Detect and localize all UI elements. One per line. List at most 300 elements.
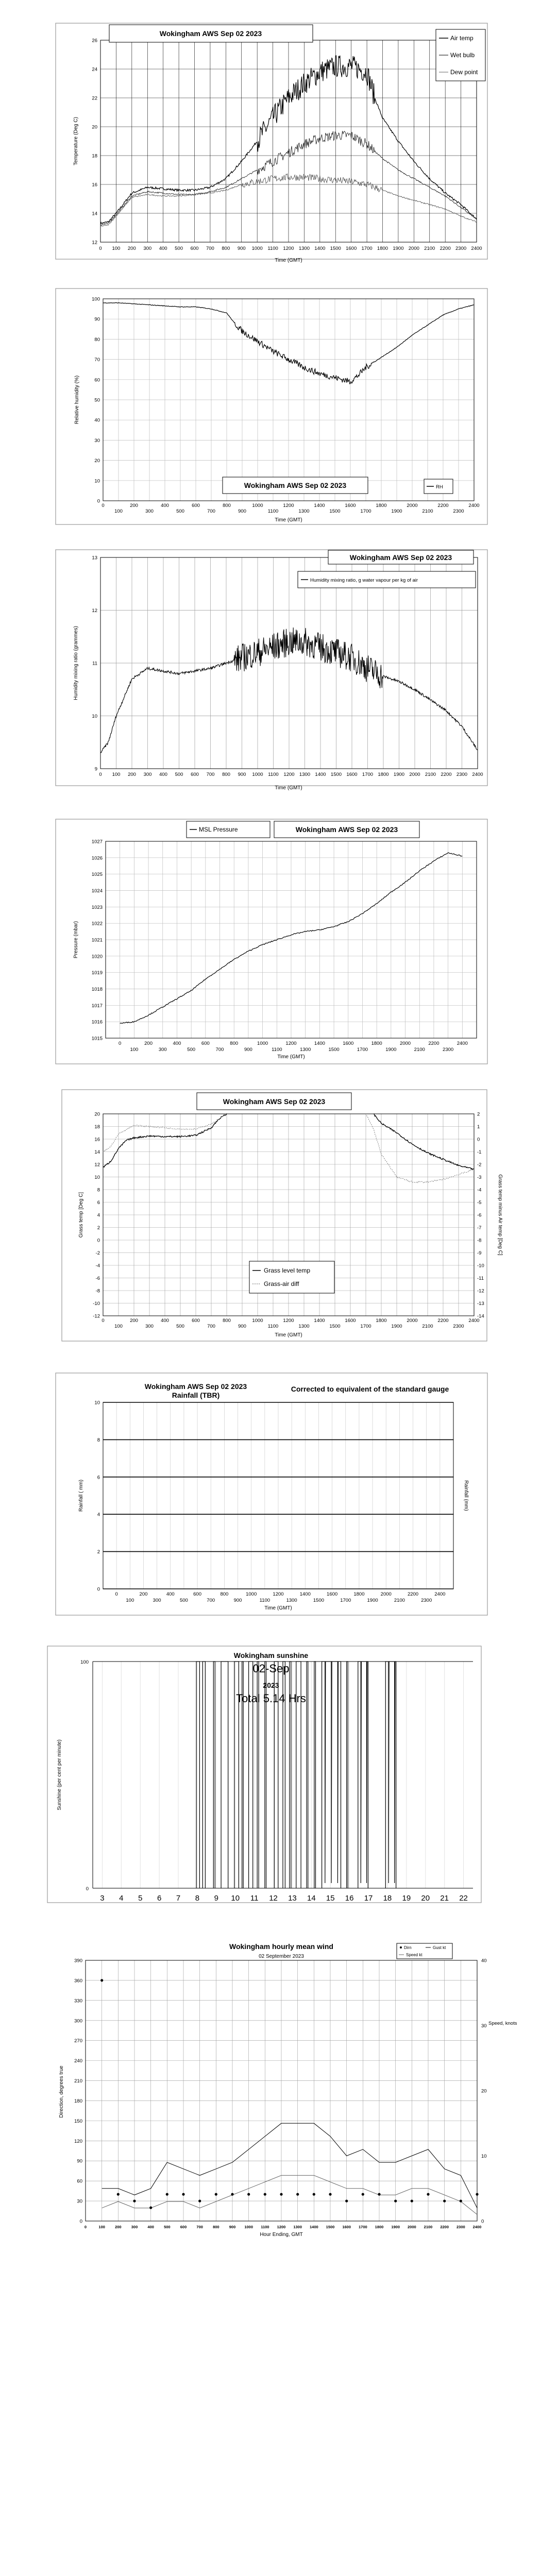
direction-point xyxy=(329,2193,331,2196)
x-tick-label: 2100 xyxy=(414,1047,425,1053)
x-tick-label: 200 xyxy=(144,1041,153,1046)
y-tick-label: 18 xyxy=(94,1124,100,1130)
y-tick-label: 1027 xyxy=(91,839,103,845)
rainfall-chart xyxy=(56,1373,487,1615)
x-tick-label: 2400 xyxy=(471,246,482,251)
y-tick-label: -10 xyxy=(93,1301,100,1307)
x-tick-label: 400 xyxy=(147,2225,154,2229)
rh-ylabel: Relative humidity (%) xyxy=(74,375,80,425)
y-tick-label: 1026 xyxy=(91,855,103,861)
direction-point xyxy=(296,2193,299,2196)
wind-chart xyxy=(59,1942,517,2238)
y-tick-label: 390 xyxy=(74,1958,82,1964)
y-tick-label: -13 xyxy=(477,1301,484,1307)
x-tick-label: 8 xyxy=(195,1894,200,1903)
x-tick-label: 1500 xyxy=(328,1047,340,1053)
x-tick-label: 1600 xyxy=(345,1318,356,1324)
rainfall-panel-frame xyxy=(56,1373,487,1615)
x-tick-label: 1200 xyxy=(283,246,294,251)
y-tick-label: 90 xyxy=(94,316,100,323)
x-tick-label: 800 xyxy=(222,772,230,777)
rh-grid xyxy=(103,299,474,501)
x-tick-label: 1900 xyxy=(391,509,402,514)
y-tick-label: 1024 xyxy=(91,888,103,894)
x-tick-label: 1900 xyxy=(391,2225,400,2229)
x-tick-label: 2000 xyxy=(407,2225,416,2229)
x-tick-label: 100 xyxy=(130,1047,139,1053)
y-tick-label: 6 xyxy=(97,1475,100,1481)
x-tick-label: 400 xyxy=(161,503,169,509)
y-tick-label: 1021 xyxy=(91,937,103,943)
x-tick-label: 2300 xyxy=(453,509,464,514)
x-tick-label: 1000 xyxy=(252,772,263,777)
x-tick-label: 1400 xyxy=(314,246,326,251)
x-tick-label: 2000 xyxy=(399,1041,411,1046)
wind-legend-dirn: Dirn xyxy=(404,1945,412,1950)
x-tick-label: 2400 xyxy=(457,1041,468,1046)
x-tick-label: 200 xyxy=(115,2225,122,2229)
x-tick-label: 1200 xyxy=(277,2225,286,2229)
x-tick-label: 1400 xyxy=(315,772,326,777)
x-tick-label: 1200 xyxy=(283,1318,294,1324)
grass-ylabel: Grass temp [Deg C] xyxy=(78,1192,84,1238)
x-tick-label: 1100 xyxy=(267,1324,279,1329)
y-tick-label: 24 xyxy=(92,66,97,73)
y-tick-label: 8 xyxy=(97,1437,100,1443)
x-tick-label: 200 xyxy=(130,503,138,509)
x-tick-label: 0 xyxy=(102,503,105,509)
x-tick-label: 1300 xyxy=(298,1324,310,1329)
x-tick-label: 1400 xyxy=(314,1041,325,1046)
x-tick-label: 2400 xyxy=(472,772,483,777)
y-tick-label: 180 xyxy=(74,2098,82,2104)
y-tick-label: 4 xyxy=(97,1212,100,1218)
x-tick-label: 1000 xyxy=(257,1041,268,1046)
x-tick-label: 1500 xyxy=(329,509,341,514)
sunshine-segment xyxy=(307,1662,308,1888)
x-tick-label: 2300 xyxy=(453,1324,464,1329)
direction-point xyxy=(182,2193,184,2196)
x-tick-label: 0 xyxy=(99,246,102,251)
temperature-xlabel: Time (GMT) xyxy=(275,258,302,263)
x-tick-label: 4 xyxy=(119,1894,124,1903)
x-tick-label: 1300 xyxy=(293,2225,302,2229)
y-tick-label: 330 xyxy=(74,1998,82,2004)
x-tick-label: 2200 xyxy=(439,246,451,251)
x-tick-label: 14 xyxy=(307,1894,316,1903)
x-tick-label: 1300 xyxy=(298,246,310,251)
y-tick-label: 10 xyxy=(94,1175,100,1180)
x-tick-label: 1000 xyxy=(252,1318,263,1324)
x-tick-label: 20 xyxy=(421,1894,430,1903)
direction-point xyxy=(100,1979,103,1981)
sunshine-date: 02-Sep xyxy=(252,1662,290,1675)
x-tick-label: 1100 xyxy=(268,772,279,777)
y-tick-label: 16 xyxy=(92,182,97,188)
x-tick-label: 600 xyxy=(192,1318,200,1324)
x-tick-label: 1900 xyxy=(391,1324,402,1329)
y2-tick-label: 30 xyxy=(481,2023,487,2029)
y-tick-label: 150 xyxy=(74,2118,82,2124)
x-tick-label: 1300 xyxy=(300,1047,311,1053)
x-tick-label: 1900 xyxy=(393,772,405,777)
x-tick-label: 800 xyxy=(223,503,231,509)
wind-xlabel: Hour Ending, GMT xyxy=(260,2232,303,2238)
y-tick-label: 60 xyxy=(77,2178,82,2184)
x-tick-label: 100 xyxy=(114,509,123,514)
x-tick-label: 2100 xyxy=(422,1324,433,1329)
y-tick-label: -10 xyxy=(477,1263,484,1269)
x-tick-label: 1900 xyxy=(367,1598,378,1603)
x-tick-label: 1700 xyxy=(360,509,371,514)
temperature-title: Wokingham AWS Sep 02 2023 xyxy=(159,29,262,38)
y-tick-label: 10 xyxy=(94,478,100,484)
x-tick-label: 2100 xyxy=(422,509,433,514)
x-tick-label: 1800 xyxy=(376,1318,387,1324)
sunshine-segment xyxy=(196,1662,199,1888)
x-tick-label: 2200 xyxy=(441,772,452,777)
pressure-title: Wokingham AWS Sep 02 2023 xyxy=(295,825,398,834)
rh-legend-label: RH xyxy=(436,484,443,490)
x-tick-label: 100 xyxy=(112,772,121,777)
sunshine-segment xyxy=(221,1662,228,1888)
rainfall-ylabel: Rainfall ( mm) xyxy=(78,1479,84,1512)
grass-legend-temp: Grass level temp xyxy=(264,1267,311,1274)
sunshine-chart xyxy=(47,1646,481,1903)
y-tick-label: -4 xyxy=(477,1187,482,1193)
x-tick-label: 1700 xyxy=(357,1047,368,1053)
x-tick-label: 300 xyxy=(145,1324,154,1329)
x-tick-label: 9 xyxy=(214,1894,219,1903)
x-tick-label: 100 xyxy=(114,1324,123,1329)
direction-point xyxy=(460,2200,462,2202)
y-tick-label: 18 xyxy=(92,153,97,159)
x-tick-label: 100 xyxy=(98,2225,105,2229)
series-gust xyxy=(102,2123,477,2208)
y-tick-label: 2 xyxy=(97,1225,100,1231)
direction-point xyxy=(345,2200,348,2202)
x-tick-label: 600 xyxy=(191,772,199,777)
x-tick-label: 2200 xyxy=(437,1318,449,1324)
direction-point xyxy=(215,2193,217,2196)
x-tick-label: 0 xyxy=(84,2225,87,2229)
direction-point xyxy=(378,2193,380,2196)
y-tick-label: 1022 xyxy=(91,921,103,927)
temperature-chart xyxy=(56,23,487,263)
wind-legend-gust: Gust kt xyxy=(433,1945,446,1950)
x-tick-label: 800 xyxy=(222,246,230,251)
y-tick-label: -3 xyxy=(477,1175,482,1180)
y-tick-label: 14 xyxy=(92,211,97,217)
y-tick-label: -2 xyxy=(95,1250,100,1256)
x-tick-label: 1300 xyxy=(298,509,310,514)
x-tick-label: 1100 xyxy=(267,509,279,514)
wind-title: Wokingham hourly mean wind xyxy=(229,1942,333,1951)
direction-point xyxy=(411,2200,413,2202)
x-tick-label: 500 xyxy=(176,1324,184,1329)
y-tick-label: 12 xyxy=(92,240,97,246)
x-tick-label: 0 xyxy=(102,1318,105,1324)
x-tick-label: 16 xyxy=(345,1894,354,1903)
x-tick-label: 2000 xyxy=(408,246,419,251)
x-tick-label: 1400 xyxy=(314,503,325,509)
x-tick-label: 0 xyxy=(115,1591,118,1597)
pressure-chart xyxy=(56,819,487,1064)
x-tick-label: 18 xyxy=(383,1894,392,1903)
x-tick-label: 1000 xyxy=(244,2225,253,2229)
x-tick-label: 1700 xyxy=(358,2225,367,2229)
x-tick-label: 3 xyxy=(100,1894,105,1903)
x-tick-label: 21 xyxy=(440,1894,449,1903)
y-tick-label: 8 xyxy=(97,1187,100,1193)
x-tick-label: 300 xyxy=(143,772,152,777)
x-tick-label: 700 xyxy=(206,772,215,777)
hmr-legend-label: Humidity mixing ratio, g water vapour per kg of air xyxy=(310,578,418,583)
x-tick-label: 2200 xyxy=(437,503,449,509)
x-tick-label: 0 xyxy=(119,1041,122,1046)
y-tick-label: 10 xyxy=(94,1400,100,1406)
x-tick-label: 1300 xyxy=(299,772,311,777)
x-tick-label: 800 xyxy=(230,1041,239,1046)
y-tick-label: 360 xyxy=(74,1978,82,1984)
sunshine-year: 2023 xyxy=(263,1681,279,1689)
y-tick-label: 12 xyxy=(94,1162,100,1168)
rainfall-title: Wokingham AWS Sep 02 2023 xyxy=(144,1382,247,1391)
y2-tick-label: 10 xyxy=(481,2154,487,2159)
x-tick-label: 700 xyxy=(206,246,214,251)
x-tick-label: 400 xyxy=(166,1591,175,1597)
direction-point xyxy=(280,2193,282,2196)
direction-point xyxy=(166,2193,168,2196)
x-tick-label: 1400 xyxy=(309,2225,318,2229)
y-tick-label: 1019 xyxy=(91,970,103,976)
rainfall-xlabel: Time (GMT) xyxy=(264,1605,292,1611)
y-tick-label: 0 xyxy=(86,1886,89,1892)
x-tick-label: 12 xyxy=(269,1894,278,1903)
x-tick-label: 600 xyxy=(192,503,200,509)
x-tick-label: 1500 xyxy=(326,2225,335,2229)
y-tick-label: 300 xyxy=(74,2018,82,2024)
x-tick-label: 1800 xyxy=(353,1591,365,1597)
wind-ylabel: Direction, degrees true xyxy=(59,2065,64,2118)
x-tick-label: 2200 xyxy=(440,2225,449,2229)
x-tick-label: 1800 xyxy=(376,503,387,509)
direction-point xyxy=(264,2193,266,2196)
x-tick-label: 500 xyxy=(164,2225,171,2229)
x-tick-label: 200 xyxy=(130,1318,138,1324)
sunshine-segment xyxy=(314,1662,316,1888)
x-tick-label: 1900 xyxy=(393,246,404,251)
x-tick-label: 1400 xyxy=(299,1591,311,1597)
wind-series xyxy=(100,1979,479,2214)
y2-tick-label: 40 xyxy=(481,1958,487,1964)
y-tick-label: -14 xyxy=(477,1313,484,1319)
y-tick-label: 20 xyxy=(92,124,97,130)
y-tick-label: -8 xyxy=(95,1288,100,1294)
x-tick-label: 800 xyxy=(220,1591,229,1597)
x-tick-label: 2100 xyxy=(424,246,435,251)
x-tick-label: 17 xyxy=(364,1894,373,1903)
sunshine-segment xyxy=(322,1662,341,1888)
x-tick-label: 900 xyxy=(238,509,246,514)
grass-legend xyxy=(249,1261,334,1293)
x-tick-label: 200 xyxy=(139,1591,148,1597)
temperature-panel-frame xyxy=(56,23,487,259)
x-tick-label: 1500 xyxy=(330,246,341,251)
x-tick-label: 1800 xyxy=(375,2225,384,2229)
y2-tick-label: 20 xyxy=(481,2088,487,2094)
y-tick-label: -5 xyxy=(477,1200,482,1206)
hmr-chart xyxy=(56,550,487,791)
y-tick-label: 60 xyxy=(94,377,100,383)
y-tick-label: 12 xyxy=(92,608,97,614)
x-tick-label: 500 xyxy=(176,509,184,514)
wind-legend-dirn-swatch xyxy=(400,1946,402,1948)
x-tick-label: 1100 xyxy=(259,1598,270,1603)
y-tick-label: -9 xyxy=(477,1250,482,1256)
wind-grid xyxy=(86,1960,477,2221)
x-tick-label: 1000 xyxy=(252,503,263,509)
y-tick-label: 10 xyxy=(92,714,97,719)
y-tick-label: 0 xyxy=(79,2218,82,2225)
x-tick-label: 2200 xyxy=(407,1591,419,1597)
temperature-ylabel: Temperature (Deg C) xyxy=(73,117,79,165)
y-tick-label: 0 xyxy=(477,1137,480,1143)
direction-point xyxy=(198,2200,201,2202)
y-tick-label: 20 xyxy=(94,458,100,464)
x-tick-label: 11 xyxy=(250,1894,259,1903)
x-tick-label: 1600 xyxy=(327,1591,338,1597)
rh-chart xyxy=(56,289,487,524)
x-tick-label: 1100 xyxy=(272,1047,282,1053)
y-tick-label: -12 xyxy=(477,1288,484,1294)
x-tick-label: 1700 xyxy=(340,1598,351,1603)
x-tick-label: 10 xyxy=(231,1894,240,1903)
x-tick-label: 600 xyxy=(193,1591,202,1597)
x-tick-label: 1600 xyxy=(342,2225,351,2229)
hmr-ticks xyxy=(92,555,483,778)
y-tick-label: 0 xyxy=(97,498,100,504)
x-tick-label: 2000 xyxy=(380,1591,392,1597)
y-tick-label: 0 xyxy=(97,1238,100,1244)
sunshine-total: Total 5.14 Hrs xyxy=(236,1692,306,1705)
x-tick-label: 2000 xyxy=(407,1318,418,1324)
x-tick-label: 1400 xyxy=(314,1318,325,1324)
direction-point xyxy=(133,2200,136,2202)
x-tick-label: 7 xyxy=(176,1894,181,1903)
x-tick-label: 1200 xyxy=(273,1591,284,1597)
y-tick-label: 30 xyxy=(77,2198,82,2205)
x-tick-label: 2400 xyxy=(468,503,480,509)
x-tick-label: 1000 xyxy=(251,246,263,251)
x-tick-label: 400 xyxy=(161,1318,169,1324)
rainfall-ticks xyxy=(94,1400,445,1604)
y-tick-label: 26 xyxy=(92,38,97,44)
x-tick-label: 1200 xyxy=(285,1041,297,1046)
sunshine-segment xyxy=(213,1662,215,1888)
x-tick-label: 1800 xyxy=(378,772,389,777)
y-tick-label: 20 xyxy=(94,1111,100,1117)
x-tick-label: 900 xyxy=(244,1047,252,1053)
x-tick-label: 2400 xyxy=(468,1318,480,1324)
x-tick-label: 300 xyxy=(158,1047,167,1053)
x-tick-label: 400 xyxy=(159,246,167,251)
wind-legend-speed: Speed kt xyxy=(406,1953,422,1957)
x-tick-label: 1500 xyxy=(329,1324,341,1329)
hmr-grid xyxy=(100,557,478,769)
rainfall-note: Corrected to equivalent of the standard gauge xyxy=(291,1385,449,1393)
legend-air-temp: Air temp xyxy=(450,35,474,42)
x-tick-label: 1600 xyxy=(345,503,356,509)
wind-legend xyxy=(397,1943,452,1959)
y-tick-label: -1 xyxy=(477,1149,482,1155)
sunshine-title: Wokingham sunshine xyxy=(233,1651,309,1659)
x-tick-label: 1500 xyxy=(313,1598,325,1603)
x-tick-label: 2300 xyxy=(456,772,468,777)
y-tick-label: 50 xyxy=(94,397,100,403)
y-tick-label: 100 xyxy=(80,1659,89,1665)
x-tick-label: 1000 xyxy=(246,1591,257,1597)
sunshine-segment xyxy=(347,1662,348,1888)
rh-title: Wokingham AWS Sep 02 2023 xyxy=(244,481,347,489)
series-speed xyxy=(102,2175,477,2214)
hmr-ylabel: Humidity mixing ratio (grammes) xyxy=(73,626,79,700)
x-tick-label: 2300 xyxy=(443,1047,454,1053)
x-tick-label: 400 xyxy=(173,1041,181,1046)
x-tick-label: 200 xyxy=(128,772,136,777)
x-tick-label: 100 xyxy=(112,246,121,251)
x-tick-label: 2100 xyxy=(424,2225,433,2229)
x-tick-label: 500 xyxy=(175,772,183,777)
x-tick-label: 15 xyxy=(326,1894,335,1903)
x-tick-label: 2100 xyxy=(394,1598,405,1603)
pressure-legend-label: MSL Pressure xyxy=(199,826,238,833)
y-tick-label: 11 xyxy=(92,660,97,667)
sunshine-segment xyxy=(202,1662,205,1888)
x-tick-label: 700 xyxy=(207,1324,215,1329)
x-tick-label: 1100 xyxy=(261,2225,269,2229)
y-tick-label: -6 xyxy=(95,1276,100,1281)
x-tick-label: 1700 xyxy=(361,246,373,251)
x-tick-label: 700 xyxy=(215,1047,224,1053)
x-tick-label: 800 xyxy=(213,2225,219,2229)
sunshine-segment xyxy=(385,1662,396,1888)
x-tick-label: 6 xyxy=(157,1894,162,1903)
x-tick-label: 1100 xyxy=(267,246,278,251)
y-tick-label: 1023 xyxy=(91,904,103,910)
x-tick-label: 13 xyxy=(288,1894,297,1903)
y-tick-label: 2 xyxy=(477,1111,480,1117)
y-tick-label: 1020 xyxy=(91,954,103,960)
y-tick-label: 1015 xyxy=(91,1036,103,1042)
y-tick-label: 6 xyxy=(97,1200,100,1206)
x-tick-label: 400 xyxy=(159,772,167,777)
x-tick-label: 2000 xyxy=(407,503,418,509)
y-tick-label: -4 xyxy=(95,1263,100,1269)
y-tick-label: -11 xyxy=(477,1276,484,1281)
x-tick-label: 900 xyxy=(237,246,246,251)
rainfall-subtitle: Rainfall (TBR) xyxy=(172,1391,220,1399)
x-tick-label: 2300 xyxy=(455,246,467,251)
grass-chart xyxy=(62,1090,503,1341)
grass-legend-diff: Grass-air diff xyxy=(264,1280,299,1287)
x-tick-label: 300 xyxy=(131,2225,138,2229)
x-tick-label: 1600 xyxy=(346,246,357,251)
x-tick-label: 1500 xyxy=(330,772,342,777)
direction-point xyxy=(117,2193,120,2196)
y-tick-label: -2 xyxy=(477,1162,482,1168)
x-tick-label: 700 xyxy=(207,1598,215,1603)
